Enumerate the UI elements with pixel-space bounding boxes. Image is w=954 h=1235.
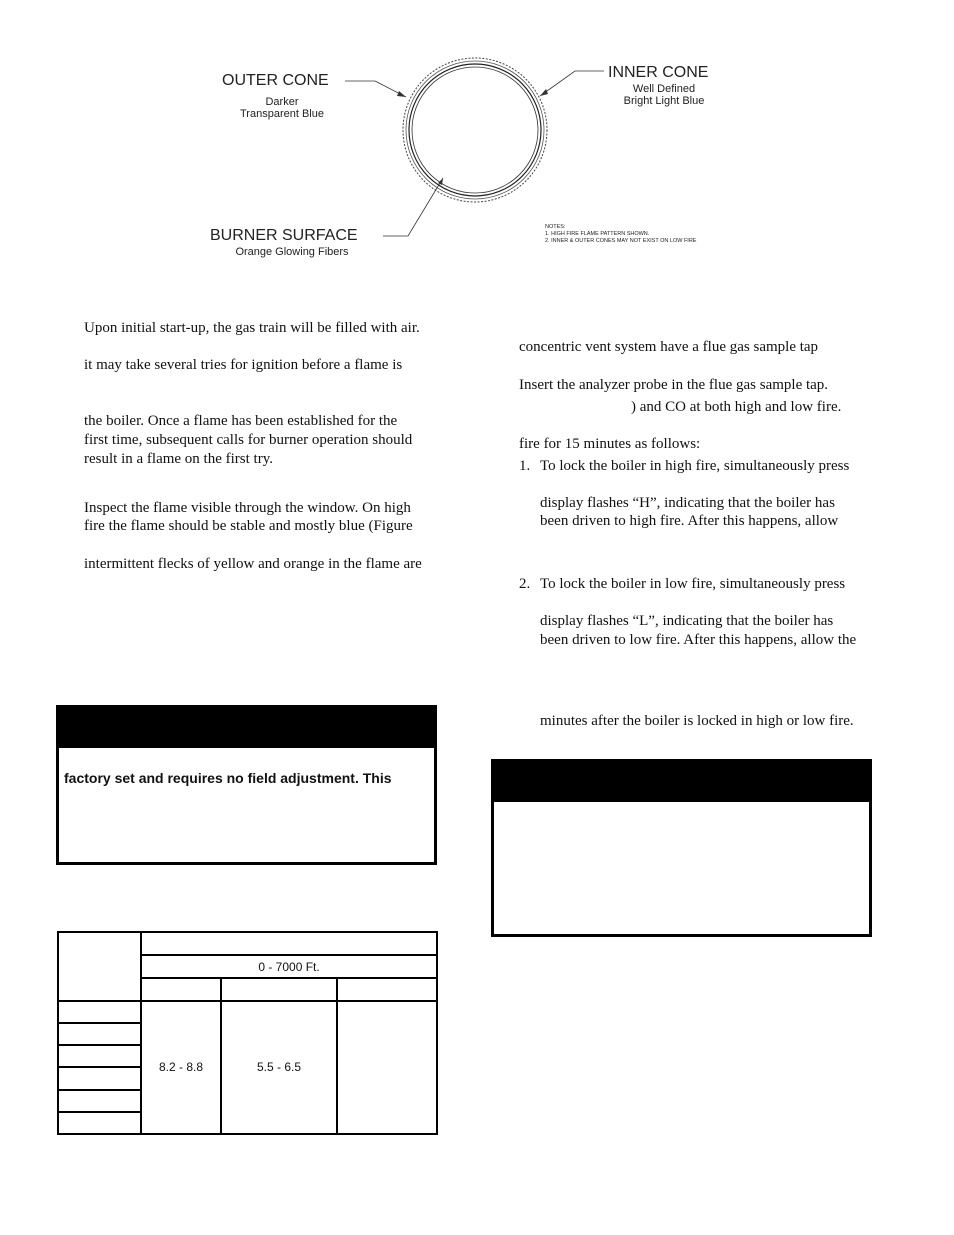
flame-figure xyxy=(200,50,740,270)
left-para-line: intermittent flecks of yellow and orange in the flame are xyxy=(84,556,422,572)
left-para-line: the boiler. Once a flame has been established for the xyxy=(84,413,398,429)
left-para-line: it may take several tries for ignition before a flame is xyxy=(84,357,403,373)
notice-box-right xyxy=(491,759,872,937)
left-para-line: fire the flame should be stable and mostly blue (Figure xyxy=(84,518,413,534)
left-para-line: Upon initial start-up, the gas train will be filled with air. xyxy=(84,320,420,336)
right-para-line: fire for 15 minutes as follows: xyxy=(519,436,701,452)
right-para-line: minutes after the boiler is locked in high or low fire. xyxy=(540,713,854,729)
outer-cone-desc-1: Darker xyxy=(265,96,299,108)
list-number: 2. xyxy=(519,576,531,592)
burner-surface-title: BURNER SURFACE xyxy=(210,227,358,244)
notice-text: factory set and requires no field adjustment. This xyxy=(64,770,392,786)
table-header-empty xyxy=(58,932,141,1001)
inner-cone-title: INNER CONE xyxy=(608,64,709,81)
combustion-table xyxy=(57,931,438,1135)
notice-header-bar xyxy=(59,708,434,748)
table-empty-cell xyxy=(337,1001,437,1134)
table-row-label xyxy=(58,1023,141,1045)
table-row-label xyxy=(58,1067,141,1089)
o2-range-cell: 5.5 - 6.5 xyxy=(221,1001,337,1134)
table-header-empty xyxy=(141,932,437,955)
inner-cone-desc-1: Well Defined xyxy=(632,83,696,95)
list-item-line: To lock the boiler in low fire, simultaneously press xyxy=(540,576,846,592)
right-para-line: ) and CO at both high and low fire. xyxy=(631,399,842,415)
table-row-label xyxy=(58,1045,141,1067)
burner-surface-desc: Orange Glowing Fibers xyxy=(235,246,349,258)
left-para-line: Inspect the flame visible through the window. On high xyxy=(84,500,411,516)
notice-box-left xyxy=(56,705,437,865)
left-para-line: first time, subsequent calls for burner operation should xyxy=(84,432,413,448)
table-row-label xyxy=(58,1112,141,1134)
table-row-label xyxy=(58,1001,141,1023)
outer-cone-title: OUTER CONE xyxy=(222,72,329,89)
altitude-header: 0 - 7000 Ft. xyxy=(141,955,437,978)
table-subheader xyxy=(141,978,221,1000)
left-para-line: result in a flame on the first try. xyxy=(84,451,273,467)
table-subheader xyxy=(221,978,337,1000)
right-para-line: concentric vent system have a flue gas sample tap xyxy=(519,339,819,355)
inner-cone-desc-2: Bright Light Blue xyxy=(623,95,705,107)
list-item-line: been driven to high fire. After this happens, allow xyxy=(540,513,839,529)
notes-line-1: 1. HIGH FIRE FLAME PATTERN SHOWN. xyxy=(545,231,650,237)
table-row-label xyxy=(58,1090,141,1112)
list-item-line: display flashes “L”, indicating that the boiler has xyxy=(540,613,834,629)
right-para-line: Insert the analyzer probe in the flue gas sample tap. xyxy=(519,377,829,393)
list-item-line: been driven to low fire. After this happens, allow the xyxy=(540,632,857,648)
figure-notes xyxy=(545,224,696,245)
co2-range-cell: 8.2 - 8.8 xyxy=(141,1001,221,1134)
notes-heading: NOTES: xyxy=(545,224,566,230)
notes-line-2: 2. INNER & OUTER CONES MAY NOT EXIST ON LOW FIRE xyxy=(545,238,697,244)
list-item-line: display flashes “H”, indicating that the boiler has xyxy=(540,495,835,511)
list-item-line: To lock the boiler in high fire, simultaneously press xyxy=(540,458,850,474)
notice-header-bar xyxy=(494,762,869,802)
list-number: 1. xyxy=(519,458,531,474)
table-subheader xyxy=(337,978,437,1000)
outer-cone-desc-2: Transparent Blue xyxy=(240,108,324,120)
